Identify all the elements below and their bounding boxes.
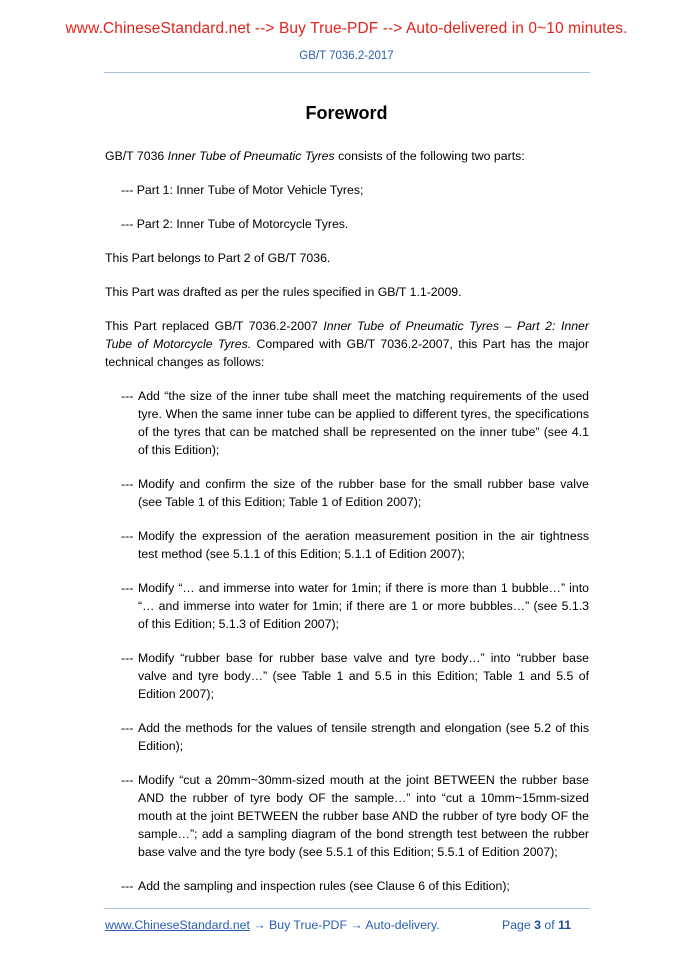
- change-item: [105, 387, 589, 459]
- dash-marker: ---: [121, 389, 134, 403]
- replaced-text-b: Compared with GB/T 7036.2-2007, this Part has the major technical changes as follows:: [105, 337, 589, 369]
- belongs-paragraph: This Part belongs to Part 2 of GB/T 7036.: [105, 251, 331, 265]
- intro-paragraph: [105, 147, 589, 165]
- replaced-text-a: This Part replaced GB/T 7036.2-2007: [105, 319, 324, 333]
- change-item: [105, 771, 589, 861]
- footer-divider: [104, 908, 590, 909]
- change-text: Modify the expression of the aeration measurement position in the air tightness test method (see 5.1.1 of this Edition; 5.1.1 of Edition 2007);: [138, 529, 589, 561]
- page-label: Page: [502, 918, 535, 932]
- footer-promo: [105, 918, 440, 932]
- banner-link[interactable]: www.ChineseStandard.net --> Buy True-PDF --> Auto-delivered in 0~10 minutes.: [65, 20, 628, 37]
- change-text: Add “the size of the inner tube shall meet the matching requirements of the used tyre. When the same inner tube can be applied to different tyres, the specifications of the tyres that can be matched shall be represented on the inner tube” (see 4.1 of this Edition);: [138, 389, 589, 457]
- foreword-body: [105, 147, 589, 911]
- page-number: 3: [534, 918, 541, 932]
- dash-marker: ---: [121, 651, 134, 665]
- change-text: Add the sampling and inspection rules (see Clause 6 of this Edition);: [138, 879, 510, 893]
- footer-tagline: → Buy True-PDF → Auto-delivery.: [249, 918, 440, 932]
- change-item: [105, 579, 589, 633]
- of-label: of: [540, 918, 559, 932]
- replaced-paragraph: [105, 317, 589, 371]
- standard-code: GB/T 7036.2-2017: [299, 50, 394, 62]
- change-text: Modify “rubber base for rubber base valve and tyre body…” into “rubber base valve and tyre body…” (see Table 1 and 5.5 in this Edition; Table 1 and 5.5 of Edition 2007);: [138, 651, 589, 701]
- dash-marker: ---: [121, 773, 134, 787]
- header-divider: [104, 72, 590, 73]
- intro-rest: consists of the following two parts:: [334, 149, 525, 163]
- dash-marker: ---: [121, 529, 134, 543]
- replaced-italic-title: Inner Tube of Pneumatic Tyres – Part 2: Inner Tube of Motorcycle Tyres.: [105, 319, 589, 351]
- change-text: Modify “… and immerse into water for 1min; if there is more than 1 bubble…” into “… and immerse into water for 1min; if there are 1 or more bubbles…” (see 5.1.3 of this Edition; 5.1.3 of Edition 2007);: [138, 581, 589, 631]
- footer-site-link[interactable]: www.ChineseStandard.net: [105, 918, 250, 932]
- page-title: Foreword: [305, 103, 388, 123]
- dash-marker: ---: [121, 581, 134, 595]
- change-text: Add the methods for the values of tensile strength and elongation (see 5.2 of this Edition);: [138, 721, 589, 753]
- intro-italic-title: Inner Tube of Pneumatic Tyres: [167, 149, 335, 163]
- change-item: [105, 649, 589, 703]
- dash-marker: ---: [121, 477, 134, 491]
- change-item: [105, 527, 589, 563]
- part2-line: --- Part 2: Inner Tube of Motorcycle Tyres.: [121, 217, 349, 231]
- change-item: [105, 877, 589, 895]
- change-item: [105, 475, 589, 511]
- dash-marker: ---: [121, 879, 134, 893]
- intro-code: GB/T 7036: [105, 149, 168, 163]
- page-total: 11: [558, 918, 572, 932]
- page-indicator: [502, 918, 571, 932]
- change-text: Modify and confirm the size of the rubber base for the small rubber base valve (see Table 1 of this Edition; Table 1 of Edition 2007);: [138, 477, 589, 509]
- change-item: [105, 719, 589, 755]
- drafted-paragraph: This Part was drafted as per the rules specified in GB/T 1.1-2009.: [105, 285, 462, 299]
- part1-line: --- Part 1: Inner Tube of Motor Vehicle Tyres;: [121, 183, 364, 197]
- dash-marker: ---: [121, 721, 134, 735]
- change-text: Modify “cut a 20mm~30mm-sized mouth at the joint BETWEEN the rubber base AND the rubber of tyre body OF the sample…” into “cut a 10mm~15mm-sized mouth at the joint BETWEEN the rubber base AND the rubber of tyre body OF the sample…”; add a sampling diagram of the bond strength test between the rubber base valve and the tyre body (see 5.5.1 of this Edition; 5.5.1 of Edition 2007);: [138, 773, 589, 859]
